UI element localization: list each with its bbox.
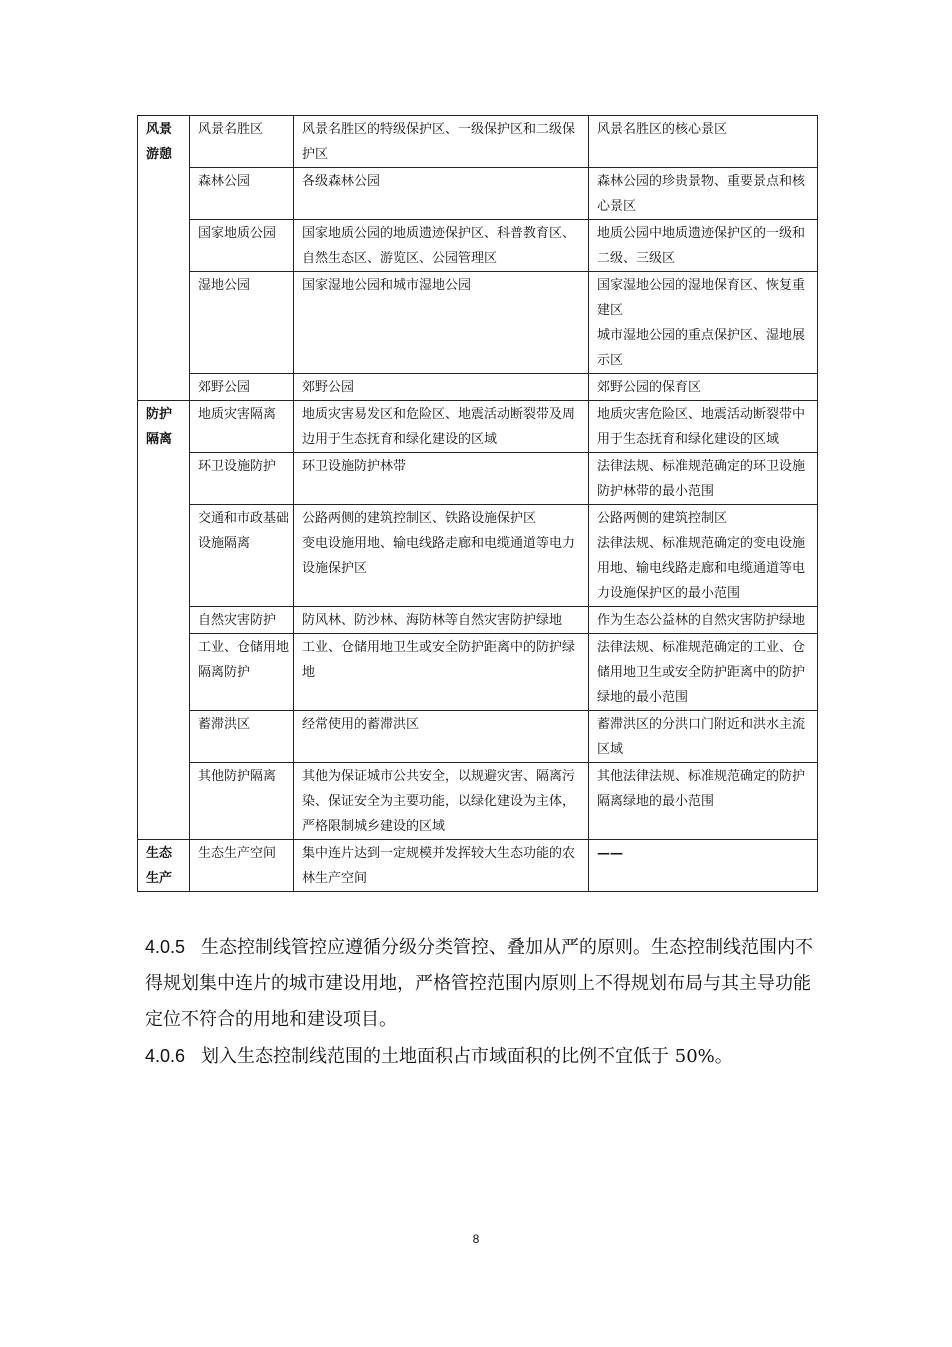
core-cell: 地质公园中地质遗迹保护区的一级和二级、三级区 (589, 220, 818, 272)
table-row (138, 220, 818, 272)
clause-text: 划入生态控制线范围的土地面积占市域面积的比例不宜低于 50%。 (201, 1046, 733, 1067)
table-row (138, 634, 818, 711)
type-cell: 森林公园 (190, 168, 294, 220)
type-cell: 郊野公园 (190, 374, 294, 401)
type-cell: 湿地公园 (190, 272, 294, 374)
table-row (138, 607, 818, 634)
core-cell: —— (589, 840, 818, 892)
type-cell: 交通和市政基础设施隔离 (190, 505, 294, 607)
paragraph-4-0-5 (145, 929, 825, 1038)
core-cell: 公路两侧的建筑控制区 法律法规、标准规范确定的变电设施用地、输电线路走廊和电缆通道等电力设施保护区的最小范围 (589, 505, 818, 607)
type-cell: 风景名胜区 (190, 116, 294, 168)
scope-cell: 环卫设施防护林带 (294, 453, 589, 505)
core-cell: 其他法律法规、标准规范确定的防护隔离绿地的最小范围 (589, 763, 818, 840)
core-cell: 蓄滞洪区的分洪口门附近和洪水主流区域 (589, 711, 818, 763)
clause-number: 4.0.6 (145, 1046, 186, 1066)
core-cell: 法律法规、标准规范确定的工业、仓储用地卫生或安全防护距离中的防护绿地的最小范围 (589, 634, 818, 711)
scope-cell: 各级森林公园 (294, 168, 589, 220)
scope-cell: 其他为保证城市公共安全，以规避灾害、隔离污染、保证安全为主要功能，以绿化建设为主体，严格限制城乡建设的区域 (294, 763, 589, 840)
table-row (138, 116, 818, 168)
type-cell: 环卫设施防护 (190, 453, 294, 505)
scope-cell: 郊野公园 (294, 374, 589, 401)
type-cell: 其他防护隔离 (190, 763, 294, 840)
scope-cell: 集中连片达到一定规模并发挥较大生态功能的农林生产空间 (294, 840, 589, 892)
core-cell: 国家湿地公园的湿地保育区、恢复重建区 城市湿地公园的重点保护区、湿地展示区 (589, 272, 818, 374)
category-cell: 生态生产 (138, 840, 190, 892)
type-cell: 自然灾害防护 (190, 607, 294, 634)
scope-cell: 工业、仓储用地卫生或安全防护距离中的防护绿地 (294, 634, 589, 711)
table-row (138, 272, 818, 374)
table-row (138, 505, 818, 607)
paragraph-4-0-6 (145, 1038, 825, 1075)
ecological-control-table (137, 115, 818, 892)
category-cell: 风景游憩 (138, 116, 190, 401)
core-cell: 地质灾害危险区、地震活动断裂带中用于生态抚育和绿化建设的区域 (589, 401, 818, 453)
type-cell: 生态生产空间 (190, 840, 294, 892)
core-cell: 风景名胜区的核心景区 (589, 116, 818, 168)
table-row (138, 401, 818, 453)
scope-cell: 公路两侧的建筑控制区、铁路设施保护区 变电设施用地、输电线路走廊和电缆通道等电力设施保护区 (294, 505, 589, 607)
table-row (138, 763, 818, 840)
category-cell: 防护隔离 (138, 401, 190, 840)
type-cell: 蓄滞洪区 (190, 711, 294, 763)
table-row (138, 374, 818, 401)
scope-cell: 经常使用的蓄滞洪区 (294, 711, 589, 763)
scope-cell: 防风林、防沙林、海防林等自然灾害防护绿地 (294, 607, 589, 634)
core-cell: 作为生态公益林的自然灾害防护绿地 (589, 607, 818, 634)
scope-cell: 国家湿地公园和城市湿地公园 (294, 272, 589, 374)
type-cell: 地质灾害隔离 (190, 401, 294, 453)
table-row (138, 711, 818, 763)
table-row (138, 168, 818, 220)
clause-text: 生态控制线管控应遵循分级分类管控、叠加从严的原则。生态控制线范围内不得规划集中连片的城市建设用地，严格管控范围内原则上不得规划布局与其主导功能定位不符合的用地和建设项目。 (145, 937, 814, 1030)
type-cell: 国家地质公园 (190, 220, 294, 272)
core-cell: 法律法规、标准规范确定的环卫设施防护林带的最小范围 (589, 453, 818, 505)
clause-number: 4.0.5 (145, 937, 186, 957)
table-row (138, 453, 818, 505)
scope-cell: 风景名胜区的特级保护区、一级保护区和二级保护区 (294, 116, 589, 168)
table-row (138, 840, 818, 892)
type-cell: 工业、仓储用地隔离防护 (190, 634, 294, 711)
core-cell: 森林公园的珍贵景物、重要景点和核心景区 (589, 168, 818, 220)
scope-cell: 地质灾害易发区和危险区、地震活动断裂带及周边用于生态抚育和绿化建设的区域 (294, 401, 589, 453)
scope-cell: 国家地质公园的地质遗迹保护区、科普教育区、自然生态区、游览区、公园管理区 (294, 220, 589, 272)
core-cell: 郊野公园的保育区 (589, 374, 818, 401)
page-number: 8 (472, 1232, 480, 1246)
